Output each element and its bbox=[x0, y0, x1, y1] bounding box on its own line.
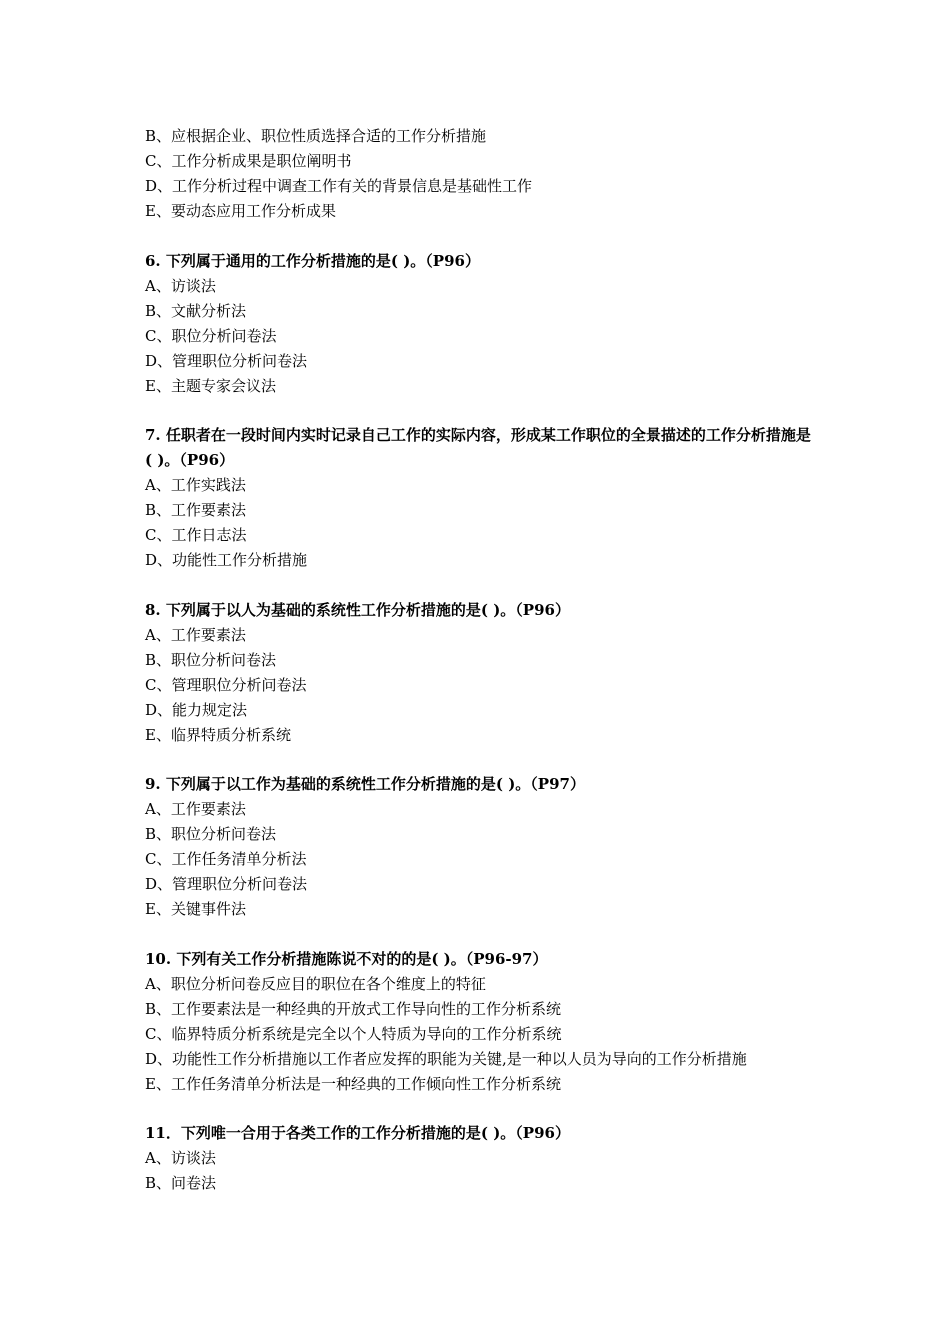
spacer bbox=[145, 399, 815, 424]
question-heading: 11．下列唯一合用于各类工作的工作分析措施的是( )。（P96） bbox=[145, 1124, 570, 1142]
option-line: B、职位分析问卷法 bbox=[145, 825, 277, 843]
question-heading: 6. 下列属于通用的工作分析措施的是( )。（P96） bbox=[145, 251, 480, 270]
option-line: A、职位分析问卷反应目的职位在各个维度上的特征 bbox=[145, 974, 486, 993]
option-line: D、工作分析过程中调查工作有关的背景信息是基础性工作 bbox=[145, 177, 533, 195]
option-line: E、工作任务清单分析法是一种经典的工作倾向性工作分析系统 bbox=[145, 1074, 561, 1093]
option-line: B、文献分析法 bbox=[145, 301, 247, 320]
question-heading: 9. 下列属于以工作为基础的系统性工作分析措施的是( )。（P97） bbox=[145, 775, 585, 793]
option-line: E、关键事件法 bbox=[145, 900, 246, 918]
option-line: A、工作要素法 bbox=[145, 625, 246, 644]
option-line: D、功能性工作分析措施 bbox=[145, 551, 308, 569]
option-line: A、访谈法 bbox=[145, 276, 216, 295]
option-line: B、应根据企业、职位性质选择合适的工作分析措施 bbox=[145, 127, 487, 145]
option-line: A、工作实践法 bbox=[145, 476, 246, 494]
spacer bbox=[145, 922, 815, 947]
question-heading: 8. 下列属于以人为基础的系统性工作分析措施的是( )。（P96） bbox=[145, 600, 570, 619]
option-line: C、临界特质分析系统是完全以个人特质为导向的工作分析系统 bbox=[145, 1024, 562, 1043]
option-line: E、临界特质分析系统 bbox=[145, 725, 291, 744]
option-line: B、问卷法 bbox=[145, 1174, 217, 1192]
option-line: D、管理职位分析问卷法 bbox=[145, 351, 308, 370]
spacer bbox=[145, 224, 815, 249]
option-line: B、工作要素法是一种经典的开放式工作导向性的工作分析系统 bbox=[145, 999, 562, 1018]
option-line: B、工作要素法 bbox=[145, 501, 247, 519]
option-line: E、主题专家会议法 bbox=[145, 376, 276, 395]
option-line: A、访谈法 bbox=[145, 1149, 216, 1167]
question-heading: 7. 任职者在一段时间内实时记录自己工作的实际内容，形成某工作职位的全景描述的工作分析措施是( )。（P96） bbox=[145, 426, 811, 469]
option-line: C、管理职位分析问卷法 bbox=[145, 675, 307, 694]
spacer bbox=[145, 573, 815, 598]
option-line: D、功能性工作分析措施以工作者应发挥的职能为关键,是一种以人员为导向的工作分析措施 bbox=[145, 1049, 747, 1068]
document-body bbox=[145, 124, 815, 1196]
option-line: C、工作分析成果是职位阐明书 bbox=[145, 152, 352, 170]
option-line: C、工作任务清单分析法 bbox=[145, 850, 307, 868]
option-line: C、职位分析问卷法 bbox=[145, 326, 277, 345]
option-line: C、工作日志法 bbox=[145, 526, 247, 544]
option-line: E、要动态应用工作分析成果 bbox=[145, 202, 336, 220]
question-heading: 10. 下列有关工作分析措施陈说不对的的是( )。（P96-97） bbox=[145, 949, 548, 968]
option-line: D、管理职位分析问卷法 bbox=[145, 875, 308, 893]
spacer bbox=[145, 748, 815, 773]
spacer bbox=[145, 1097, 815, 1122]
option-line: D、能力规定法 bbox=[145, 700, 248, 719]
option-line: A、工作要素法 bbox=[145, 800, 246, 818]
option-line: B、职位分析问卷法 bbox=[145, 650, 277, 669]
